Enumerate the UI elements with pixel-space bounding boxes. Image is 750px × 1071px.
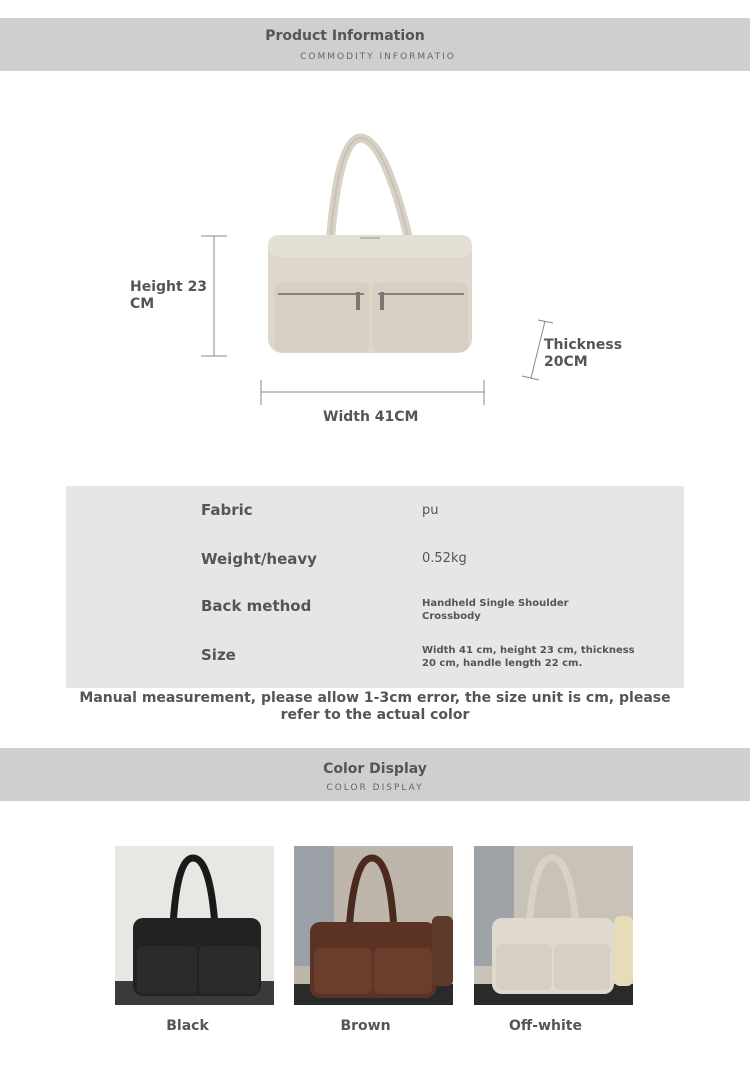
color-swatch-brown[interactable]	[294, 846, 453, 1005]
spec-label-weight: Weight/heavy	[201, 550, 317, 568]
spec-label-back-method: Back method	[201, 597, 312, 615]
product-info-title: Product Information	[265, 28, 425, 44]
color-swatch-off-white[interactable]	[474, 846, 633, 1005]
brown-bag-image	[294, 846, 453, 1005]
width-dimension-line	[258, 378, 488, 408]
product-info-header	[0, 18, 750, 71]
spec-table	[66, 486, 684, 688]
color-swatch-black[interactable]	[115, 846, 274, 1005]
color-display-header	[0, 748, 750, 801]
spec-label-size: Size	[201, 646, 236, 664]
black-bag-image	[115, 846, 274, 1005]
thickness-label: Thickness 20CM	[544, 337, 623, 370]
product-image-offwhite-bag	[260, 130, 480, 360]
color-label-off-white: Off-white	[509, 1018, 582, 1034]
spec-label-fabric: Fabric	[201, 501, 253, 519]
color-label-black: Black	[166, 1018, 209, 1034]
product-info-subtitle: COMMODITY INFORMATIO	[300, 52, 456, 62]
spec-value-size: Width 41 cm, height 23 cm, thickness 20 cm, handle length 22 cm.	[422, 645, 635, 669]
color-display-subtitle: COLOR DISPLAY	[326, 783, 424, 793]
off-white-bag-image	[474, 846, 633, 1005]
spec-value-weight: 0.52kg	[422, 551, 467, 566]
spec-value-back-method: Handheld Single Shoulder Crossbody	[422, 598, 569, 622]
width-label: Width 41CM	[323, 409, 419, 425]
height-label: Height 23 CM	[130, 279, 208, 312]
measurement-note: Manual measurement, please allow 1-3cm error, the size unit is cm, please refer to the actual color	[79, 690, 671, 723]
spec-value-fabric: pu	[422, 503, 439, 518]
color-display-title: Color Display	[323, 761, 427, 777]
color-label-brown: Brown	[340, 1018, 391, 1034]
